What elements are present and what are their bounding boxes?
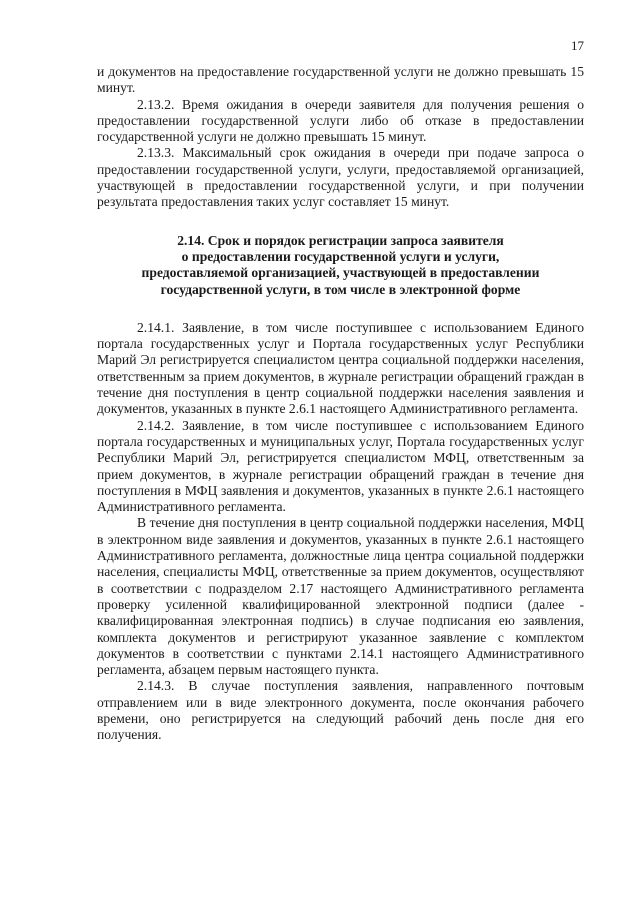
- paragraph-2-14-1: 2.14.1. Заявление, в том числе поступившее с использованием Единого портала государственных услуг и Портала государственных услуг Республики Марий Эл регистрируется специалистом центра социальной поддержки населения, ответственным за прием документов, в журнале регистрации обращений граждан в течение дня поступления в центр социальной поддержки населения заявления и документов, указанных в пункте 2.6.1 настоящего Административного регламента.: [97, 319, 584, 417]
- document-body: [97, 64, 584, 744]
- heading-line: 2.14. Срок и порядок регистрации запроса заявителя: [177, 232, 504, 248]
- paragraph-2-14-2: 2.14.2. Заявление, в том числе поступившее с использованием Единого портала государственных и муниципальных услуг, Портала государственных услуг Республики Марий Эл, регистрируется специалистом МФЦ, ответственным за прием документов, в журнале регистрации обращений граждан в течение дня поступления в МФЦ заявления и документов, указанных в пункте 2.6.1 настоящего Административного регламента.: [97, 417, 584, 515]
- paragraph-2-13-3: 2.13.3. Максимальный срок ожидания в очереди при подаче запроса о предоставлении государственной услуги, услуги, предоставляемой организацией, участвующей в предоставлении государственной услуги, и при получении результата предоставления таких услуг составляет 15 минут.: [97, 145, 584, 210]
- paragraph-2-13-2: 2.13.2. Время ожидания в очереди заявителя для получения решения о предоставлении государственной услуги либо об отказе в предоставлении государственной услуги не должно превышать 15 минут.: [97, 96, 584, 145]
- heading-line: предоставляемой организацией, участвующей в предоставлении: [141, 265, 540, 281]
- section-heading-2-14: [97, 233, 584, 298]
- paragraph-2-14-2-continued: В течение дня поступления в центр социальной поддержки населения, МФЦ в электронном виде заявления и документов, указанных в пункте 2.6.1 настоящего Административного регламента, должностные лица центра социальной поддержки населения, специалисты МФЦ, ответственные за прием документов, осуществляют в соответствии с подразделом 2.17 настоящего Административного регламента проверку усиленной квалифицированной электронной подписи (далее - квалифицированная электронная подпись) в случае подписания ею заявления, комплекта документов и регистрируют указанное заявление с комплектом документов в соответствии с пунктами 2.14.1 настоящего Административного регламента, абзацем первым настоящего пункта.: [97, 515, 584, 678]
- paragraph-2-14-3: 2.14.3. В случае поступления заявления, направленного почтовым отправлением или в виде электронного документа, после окончания рабочего времени, оно регистрируется на следующий рабочий день после дня его получения.: [97, 678, 584, 743]
- paragraph-continuation: и документов на предоставление государственной услуги не должно превышать 15 минут.: [97, 64, 584, 96]
- heading-line: государственной услуги, в том числе в электронной форме: [160, 281, 521, 297]
- page-number: 17: [571, 38, 584, 53]
- heading-line: о предоставлении государственной услуги и услуги,: [181, 248, 500, 264]
